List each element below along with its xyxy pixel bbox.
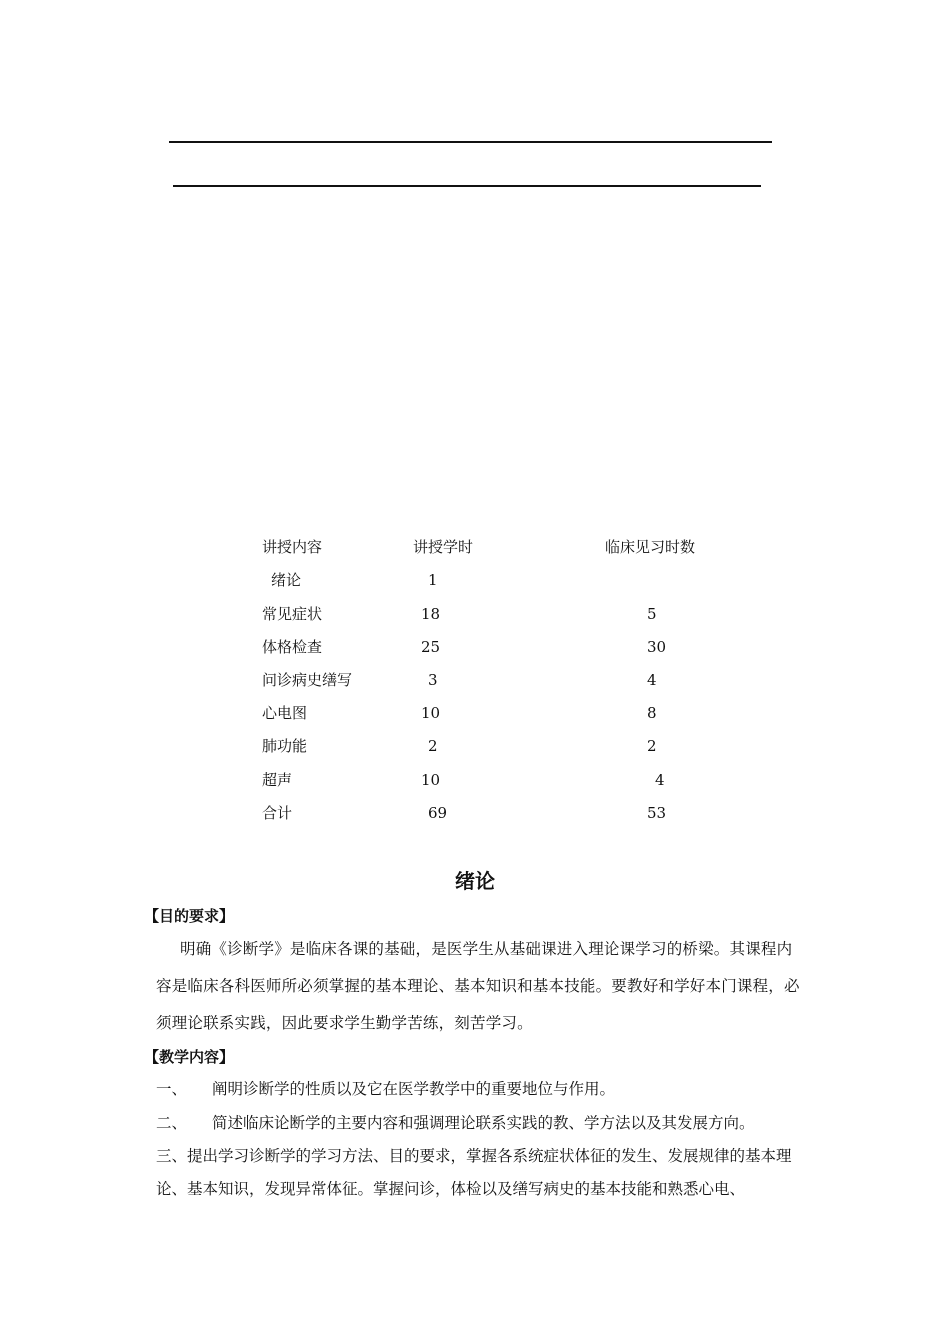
- list-item-text: 提出学习诊断学的学习方法、目的要求，掌握各系统症状体征的发生、发展规律的基本理论、基本知识，发现异常体征。掌握问诊，体检以及缮写病史的基本技能和熟悉心电、: [156, 1147, 792, 1198]
- table-header-clinical: 临床见习时数: [605, 538, 696, 556]
- table-cell-content: 绪论: [271, 571, 302, 589]
- table-cell-content: 体格检查: [262, 638, 323, 656]
- objectives-paragraph: [156, 931, 801, 1042]
- table-cell-lecture: 10: [421, 771, 441, 789]
- table-cell-clinical: 2: [647, 737, 657, 755]
- list-item: [156, 1073, 806, 1106]
- list-item-number: 二、: [156, 1114, 188, 1132]
- table-cell-content: 合计: [262, 804, 293, 822]
- top-rule-1: [169, 141, 772, 143]
- table-cell-lecture: 2: [428, 737, 438, 755]
- table-header-content: 讲授内容: [262, 538, 323, 556]
- table-header-lecture: 讲授学时: [413, 538, 474, 556]
- list-item-number: 三、: [156, 1147, 188, 1165]
- table-cell-lecture: 18: [421, 605, 441, 623]
- table-cell-clinical: 4: [647, 671, 657, 689]
- list-item-number: 一、: [156, 1080, 188, 1098]
- list-item-text: 阐明诊断学的性质以及它在医学教学中的重要地位与作用。: [212, 1080, 616, 1098]
- table-cell-clinical: 30: [647, 638, 667, 656]
- table-cell-content: 超声: [262, 771, 293, 789]
- table-cell-lecture: 69: [428, 804, 448, 822]
- list-item: [156, 1107, 806, 1140]
- table-cell-clinical: 4: [655, 771, 665, 789]
- table-cell-clinical: 8: [647, 704, 657, 722]
- top-rule-2: [173, 185, 761, 187]
- table-cell-lecture: 25: [421, 638, 441, 656]
- objectives-text: 明确《诊断学》是临床各课的基础，是医学生从基础课进入理论课学习的桥梁。其课程内容是临床各科医师所必须掌握的基本理论、基本知识和基本技能。要教好和学好本门课程，必须理论联系实践，因此要求学生勤学苦练，刻苦学习。: [156, 940, 800, 1032]
- list-item-text: 简述临床论断学的主要内容和强调理论联系实践的教、学方法以及其发展方向。: [212, 1114, 755, 1132]
- table-cell-clinical: 53: [647, 804, 667, 822]
- section-title: 绪论: [455, 869, 495, 893]
- table-cell-content: 问诊病史缮写: [262, 671, 353, 689]
- objectives-heading: 【目的要求】: [144, 907, 235, 925]
- table-cell-content: 肺功能: [262, 737, 308, 755]
- table-cell-content: 常见症状: [262, 605, 323, 623]
- table-cell-content: 心电图: [262, 704, 308, 722]
- table-cell-lecture: 1: [428, 571, 438, 589]
- table-cell-clinical: 5: [647, 605, 657, 623]
- list-item: [156, 1140, 801, 1206]
- content-heading: 【教学内容】: [144, 1048, 235, 1066]
- table-cell-lecture: 3: [428, 671, 438, 689]
- table-cell-lecture: 10: [421, 704, 441, 722]
